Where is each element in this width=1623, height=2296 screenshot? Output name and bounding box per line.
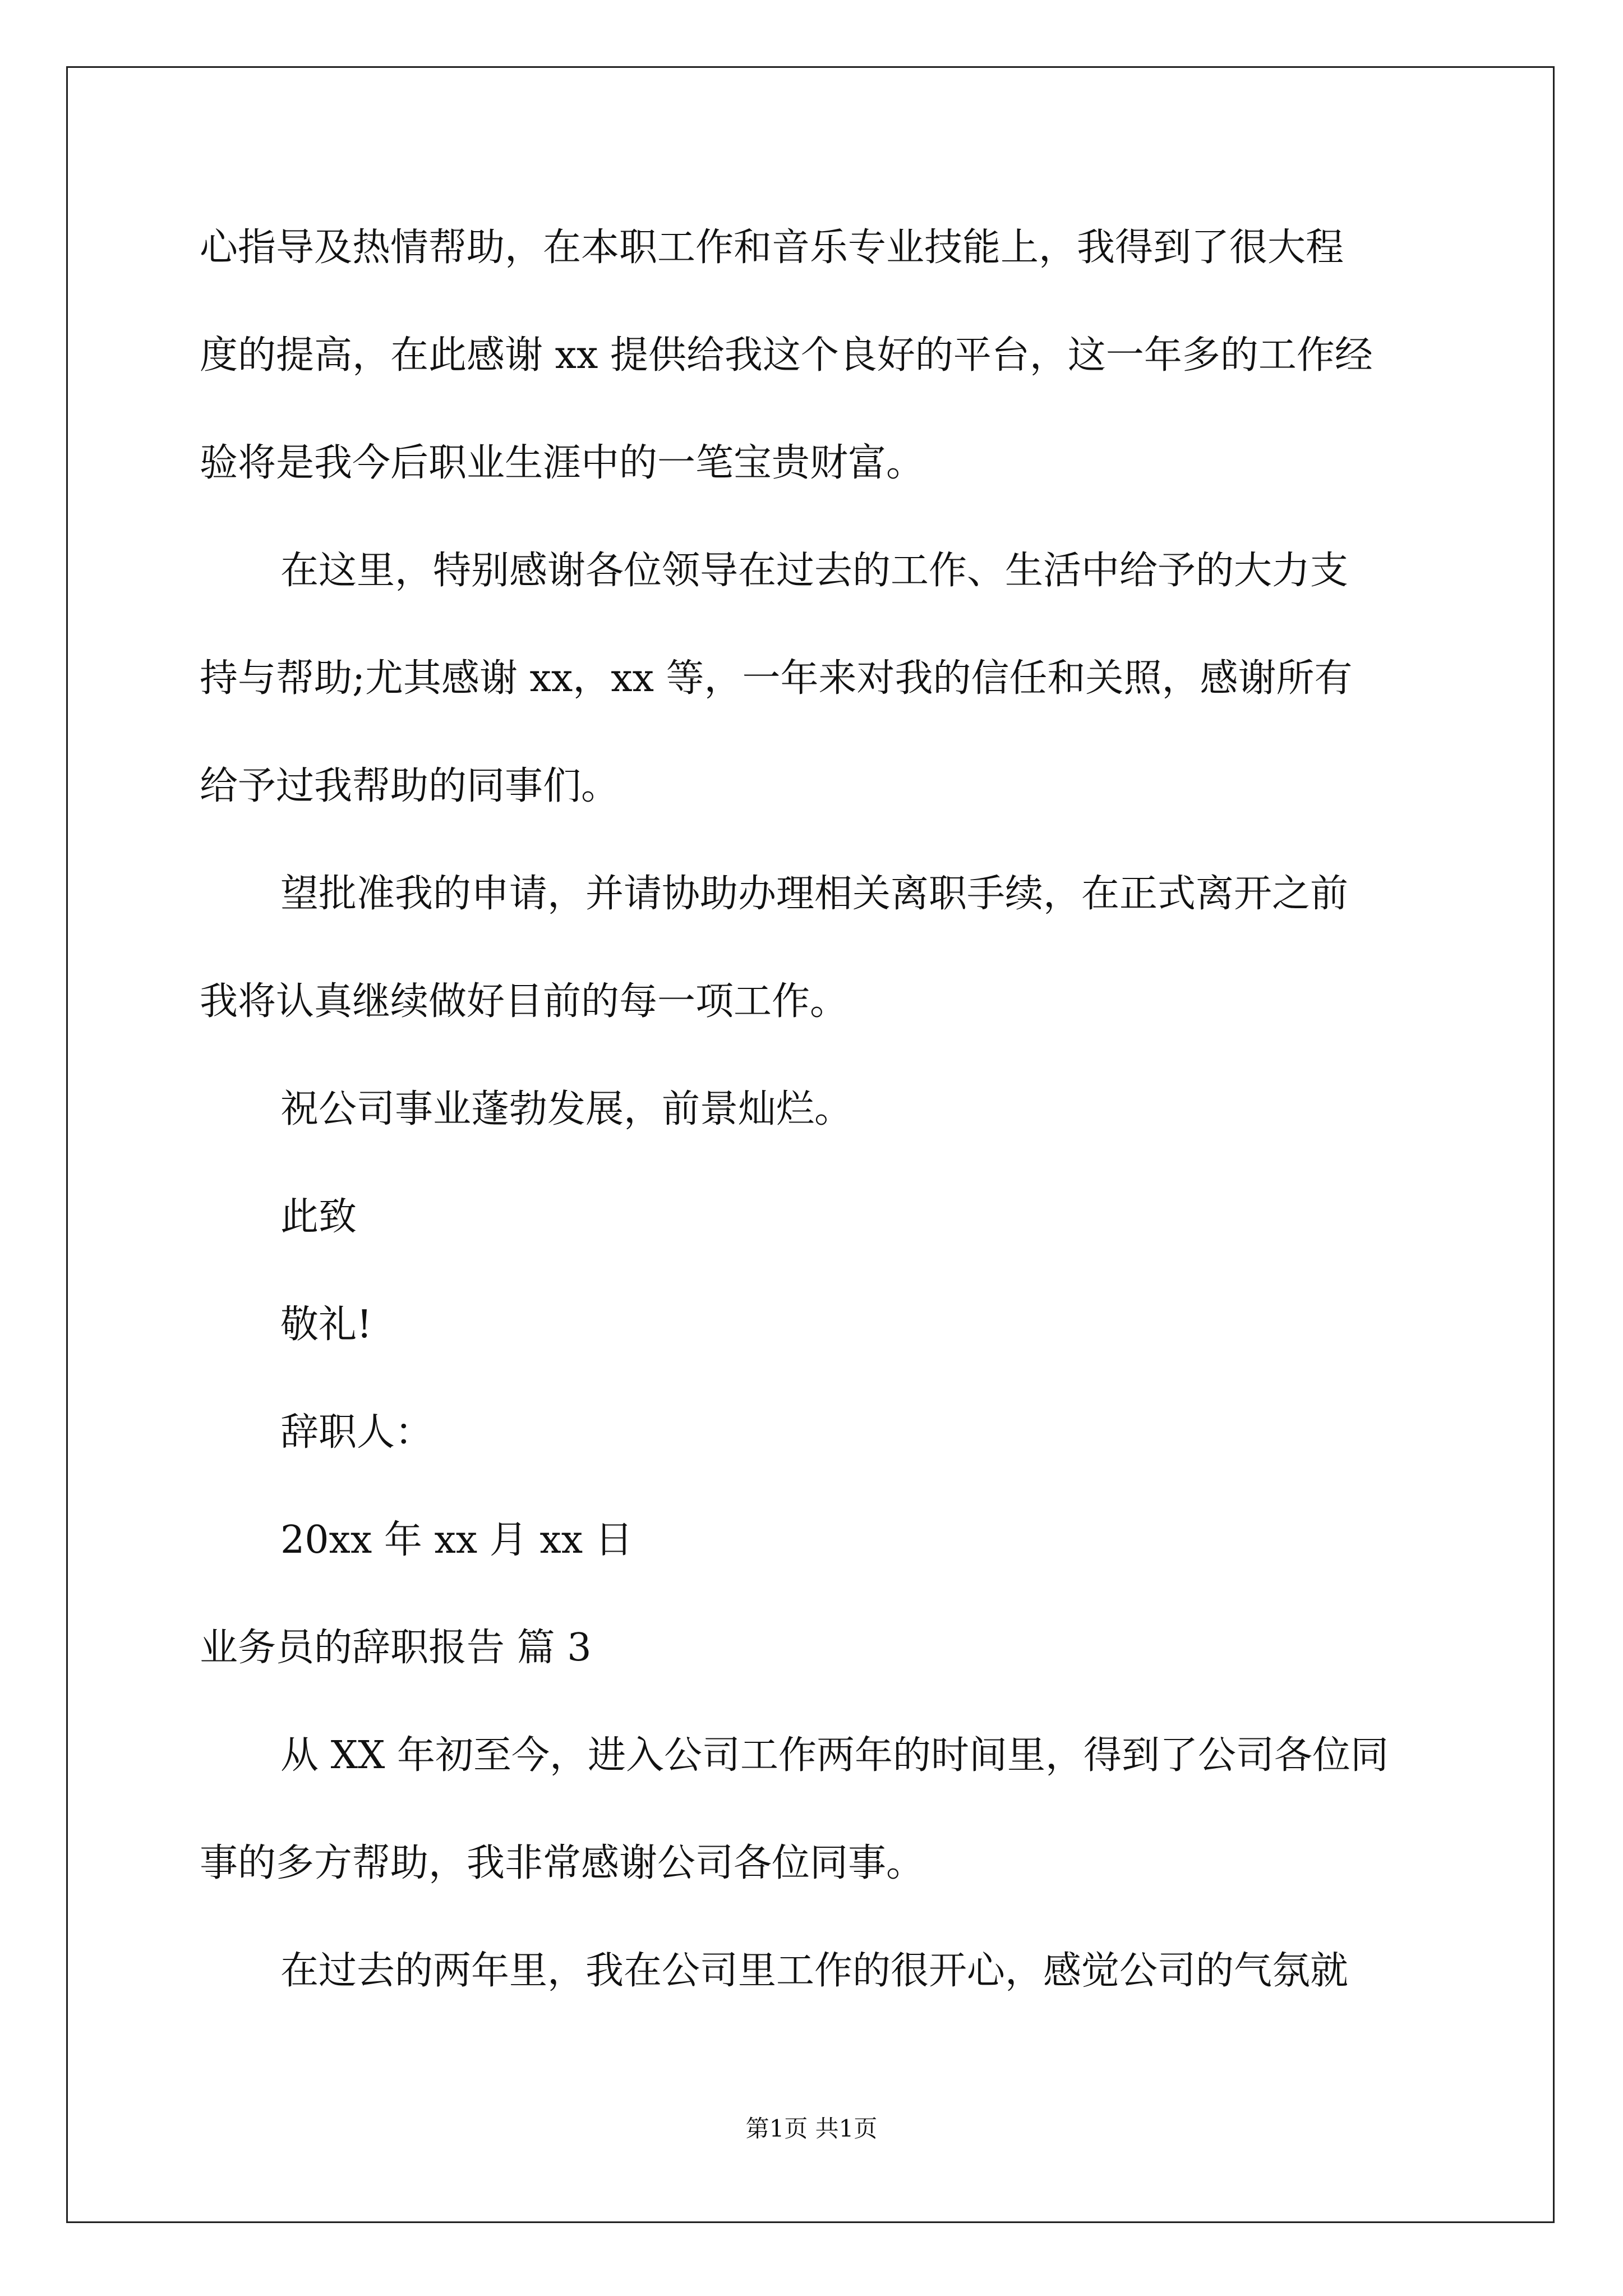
page-footer: 第1页 共1页 <box>745 2115 878 2142</box>
body-text-line: 验将是我今后职业生涯中的一笔宝贵财富。 <box>200 441 925 485</box>
page-border <box>66 66 1555 2223</box>
date-line: 20xx 年 xx 月 xx 日 <box>280 1518 633 1562</box>
closing-wish: 祝公司事业蓬勃发展，前景灿烂。 <box>280 1087 853 1131</box>
paragraph-start: 在这里，特别感谢各位领导在过去的工作、生活中给予的大力支 <box>280 549 1349 593</box>
body-text-line: 事的多方帮助，我非常感谢公司各位同事。 <box>200 1841 925 1885</box>
section-heading: 业务员的辞职报告 篇 3 <box>200 1626 592 1670</box>
paragraph-start: 从 XX 年初至今，进入公司工作两年的时间里，得到了公司各位同 <box>280 1733 1389 1778</box>
salutation-line: 此致 <box>280 1195 357 1239</box>
signature-label: 辞职人： <box>280 1410 434 1455</box>
body-text-line: 度的提高，在此感谢 xx 提供给我这个良好的平台，这一年多的工作经 <box>200 333 1373 378</box>
body-text-line: 持与帮助;尤其感谢 xx，xx 等，一年来对我的信任和关照，感谢所有 <box>200 656 1353 701</box>
paragraph-start: 在过去的两年里，我在公司里工作的很开心，感觉公司的气氛就 <box>280 1949 1349 1993</box>
body-text-line: 给予过我帮助的同事们。 <box>200 764 620 808</box>
salutation-line: 敬礼! <box>280 1303 372 1347</box>
body-text-line: 我将认真继续做好目前的每一项工作。 <box>200 979 849 1024</box>
paragraph-start: 望批准我的申请，并请协助办理相关离职手续，在正式离开之前 <box>280 872 1349 916</box>
body-text-line: 心指导及热情帮助，在本职工作和音乐专业技能上，我得到了很大程 <box>200 226 1344 270</box>
